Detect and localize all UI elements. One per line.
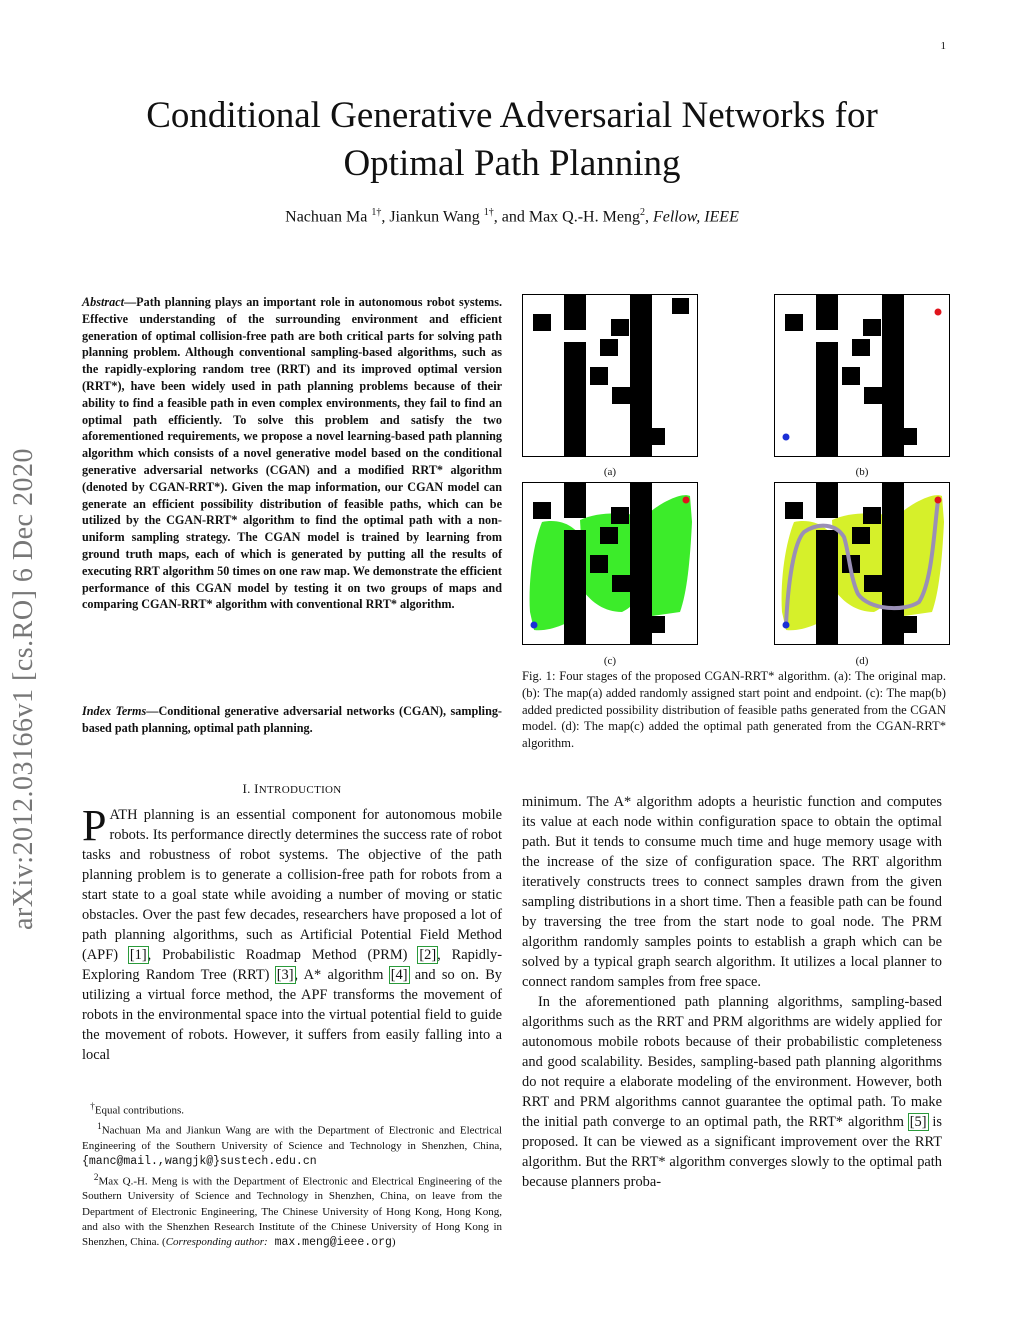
author-3-title: Fellow, IEEE: [652, 208, 739, 226]
author-3: Max Q.-H. Meng: [528, 208, 640, 226]
obstacle: [816, 294, 838, 330]
intro-text: ATH planning is an essential component for autonomous mobile robots. Its performance directly determines the success rate of robot tasks and robustness of robot systems. The objective of the path planning problem is to generate a collision-free path for robots from a start state to a goal state while avoiding a number of moving or static obstacles. Over the past few decades, researchers have proposed a lot of path planning algorithms, such as Artificial Potential Field Method (APF): [82, 807, 502, 963]
map-panel-a: [522, 294, 698, 457]
section-numeral: I. I: [242, 781, 259, 796]
start-point: [531, 622, 538, 629]
figure-label-d: (d): [855, 655, 869, 667]
obstacle: [863, 319, 881, 336]
abstract: [82, 294, 502, 613]
goal-point: [935, 309, 942, 316]
footnote-mark: 1: [97, 1120, 102, 1131]
drop-cap: P: [82, 801, 107, 850]
intro-right-column: [522, 792, 942, 1192]
email-address: max.meng@ieee.org: [267, 1236, 392, 1250]
title-line-1: Conditional Generative Adversarial Networks for: [146, 95, 878, 136]
email-address: {manc@mail.,wangjk@}sustech.edu.cn: [82, 1155, 317, 1169]
paragraph: minimum. The A* algorithm adopts a heuristic function and computes its value at each node within configuration space to obtain the optimal path. But it tends to consume much time and huge memory usage with the increase of the size of configuration space. The RRT algorithm iteratively constructs trees to connect samples drawn from the given sampling distributions in a short time. Then a feasible path can be found by traversing the tree from the start node to goal node. The PRM algorithm randomly samples points to establish a graph which can be solved by a typical graph search algorithm. It utilizes a local planner to connect random samples from free space.: [522, 794, 942, 990]
obstacle: [533, 314, 551, 331]
section-heading-introduction: [82, 781, 502, 797]
intro-left-column: [82, 801, 503, 1065]
citation-link-4[interactable]: [4]: [390, 967, 408, 983]
footnote-equal-contribution: [82, 1099, 502, 1119]
citation-link-5[interactable]: [5]: [909, 1114, 927, 1130]
obstacle: [590, 555, 608, 573]
figure-label-c: (c): [603, 655, 617, 667]
index-terms-label: Index Terms: [82, 704, 147, 718]
footnote-text: Equal contributions.: [94, 1104, 185, 1117]
obstacle: [842, 367, 860, 385]
paper-title: [60, 92, 964, 188]
obstacle: [590, 367, 608, 385]
footnote-text: ): [391, 1236, 396, 1249]
goal-point: [935, 497, 942, 504]
abstract-label: Abstract: [82, 295, 124, 309]
obstacle: [816, 482, 838, 518]
figure-1: [522, 294, 952, 754]
index-terms: [82, 703, 502, 737]
citation-link-1[interactable]: [1]: [129, 947, 147, 963]
obstacle: [612, 575, 630, 592]
obstacle: [647, 428, 665, 445]
start-point: [783, 622, 790, 629]
figure-caption: Fig. 1: Four stages of the proposed CGAN-RRT* algorithm. (a): The original map. (b): The map(a) added randomly assigned start point and endpoint. (c): The map(b) added predicted possibility distribution of feasible paths generated from the CGAN model. (d): The map(c) added the optimal path generated from the CGAN-RRT* algorithm.: [522, 669, 946, 751]
obstacle: [564, 294, 586, 330]
author-3-affil: 2: [639, 207, 645, 218]
corresponding-author-label: Corresponding author:: [165, 1236, 268, 1249]
obstacle: [600, 339, 618, 356]
map-panel-c: [522, 482, 698, 645]
intro-text: and so on. By utilizing a virtual force method, the APF transforms the movement of robots in the environmental space into the virtual potential field to guide the movement of robots. However, it suffers from easily falling into a local: [82, 967, 503, 1063]
footnote-mark: 2: [93, 1171, 99, 1182]
obstacle: [899, 616, 917, 633]
footnotes: [82, 1099, 502, 1251]
obstacle: [612, 387, 630, 404]
obstacle: [864, 387, 882, 404]
section-name: NTRODUCTION: [258, 784, 342, 796]
obstacle: [647, 616, 665, 633]
obstacle: [785, 314, 803, 331]
author-sep: , and: [493, 208, 529, 226]
obstacle: [852, 527, 870, 544]
author-2-affil: 1†: [483, 207, 494, 218]
citation-link-2[interactable]: [2]: [419, 947, 437, 963]
map-panel-d: [774, 482, 950, 645]
author-sep: ,: [644, 208, 653, 226]
obstacle: [816, 530, 838, 645]
author-sep: ,: [381, 208, 390, 226]
intro-text: is proposed. It can be viewed as a significant improvement over the RRT algorithm. But the RRT* algorithm converges slowly to the optimal path because planners proba-: [522, 1114, 942, 1190]
obstacle: [864, 575, 882, 592]
figure-label-a: (a): [603, 466, 617, 478]
title-line-2: Optimal Path Planning: [343, 143, 681, 184]
obstacle: [533, 502, 551, 519]
obstacle: [611, 319, 629, 336]
obstacle: [564, 530, 586, 645]
obstacle: [564, 342, 586, 457]
intro-text: , A* algorithm: [294, 967, 390, 983]
obstacle: [852, 339, 870, 356]
figure-label-b: (b): [855, 466, 869, 478]
intro-text: , Rapidly-Exploring Random Tree (RRT): [82, 947, 502, 983]
paragraph: [522, 992, 942, 1192]
obstacle: [611, 507, 629, 524]
obstacle: [600, 527, 618, 544]
author-1: Nachuan Ma: [285, 208, 368, 226]
author-1-affil: 1†: [371, 207, 382, 218]
obstacle: [863, 507, 881, 524]
arxiv-identifier: arXiv:2012.03166v1 [cs.RO] 6 Dec 2020: [8, 448, 39, 930]
footnote-affiliation-1: [82, 1119, 502, 1170]
obstacle: [899, 428, 917, 445]
intro-text: , Probabilistic Roadmap Method (PRM): [147, 947, 419, 963]
footnote-text: Nachuan Ma and Jiankun Wang are with the Department of Electronic and Electrical Engineering of the Southern University of Science and Technology in Shenzhen, China,: [82, 1124, 503, 1152]
obstacle: [785, 502, 803, 519]
obstacle: [564, 482, 586, 518]
page-number: 1: [940, 40, 946, 52]
intro-text: In the aforementioned path planning algorithms, sampling-based algorithms such as the RRT and PRM algorithms are widely applied for autonomous mobile robots because of their probabilistic completeness and good scalability. Besides, sampling-based path planning algorithms do not require a elaborate modeling of the environment. However, both RRT and PRM algorithms cannot guarantee the optimal path. To make the initial path converge to an optimal path, the RRT* algorithm: [522, 994, 942, 1130]
start-point: [783, 434, 790, 441]
author-list: [60, 207, 964, 226]
footnote-text: Max Q.-H. Meng is with the Department of Electronic and Electrical Engineering of the Southern University of Science and Technology in Shenzhen, China, on leave from the Department of Electronic Engineering, The Chinese University of Hong Kong, Hong Kong, and also with the Shenzhen Research Institute of the Chinese University of Hong Kong in Shenzhen, China. (: [82, 1175, 503, 1249]
footnote-mark: †: [90, 1101, 95, 1111]
footnote-affiliation-2: [82, 1170, 502, 1251]
goal-point: [683, 497, 690, 504]
index-terms-text: —Conditional generative adversarial networks (CGAN), sampling-based path planning, optimal path planning.: [82, 704, 502, 735]
obstacle: [672, 298, 689, 314]
citation-link-3[interactable]: [3]: [276, 967, 294, 983]
map-panel-b: [774, 294, 950, 457]
abstract-text: —Path planning plays an important role in autonomous robot systems. Effective understanding of the surrounding environment and efficient generation of optimal collision-free path are both critical parts for solving path planning problem. Although conventional sampling-based algorithms, such as the rapidly-exploring random tree (RRT) and its improved optimal version (RRT*), have been widely used in path planning problems because of their ability to find a feasible path in even complex environments, they fail to find an optimal path efficiently. To solve this problem and satisfy the two aforementioned requirements, we propose a novel learning-based path planning algorithm which consists of a novel generative model based on the conditional generative adversarial networks (CGAN) and a modified RRT* algorithm (denoted by CGAN-RRT*). Given the map information, our CGAN model can generate an efficient possibility distribution of feasible paths, which can be utilized by the CGAN-RRT* algorithm to find the optimal path with a non-uniform sampling strategy. The CGAN model is trained by learning from ground truth maps, each of which is generated by putting all the results of executing RRT algorithm 50 times on one raw map. We demonstrate the efficient performance of this CGAN model by testing it on two groups of maps and comparing CGAN-RRT* algorithm with conventional RRT* algorithm.: [82, 295, 502, 612]
author-2: Jiankun Wang: [389, 208, 480, 226]
obstacle: [816, 342, 838, 457]
